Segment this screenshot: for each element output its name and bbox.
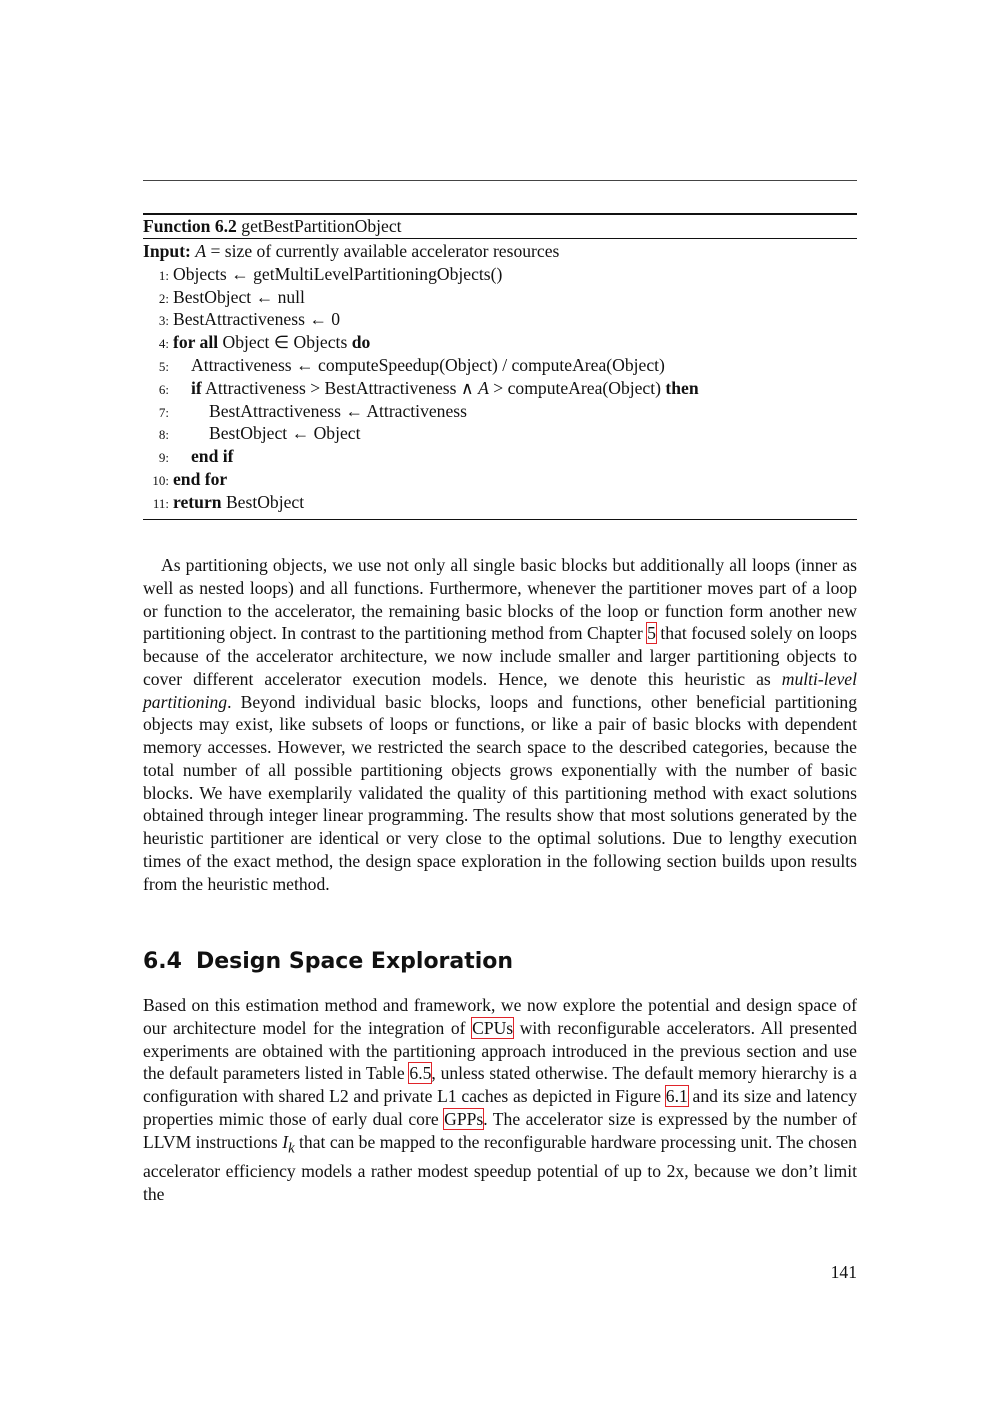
algorithm-caption-label: Function 6.2 bbox=[143, 216, 237, 236]
code-text: BestObject bbox=[221, 491, 305, 512]
code-text: > computeArea(Object) bbox=[488, 377, 666, 398]
algorithm-input-text: = size of currently available accelerator resources bbox=[206, 241, 560, 261]
code-text: BestAttractiveness ← 0 bbox=[173, 309, 341, 330]
gpps-link[interactable]: GPPs bbox=[444, 1108, 484, 1129]
line-number: 4: bbox=[158, 336, 169, 352]
algorithm-line bbox=[143, 308, 857, 331]
code-text: BestObject ← null bbox=[173, 286, 305, 307]
algorithm-line bbox=[143, 354, 857, 377]
algorithm-line bbox=[143, 491, 857, 514]
multi-level-partitioning-term: multi-level partitioning bbox=[143, 668, 857, 712]
algorithm-lines bbox=[143, 263, 857, 514]
code-text: Attractiveness > BestAttractiveness ∧ bbox=[201, 377, 479, 398]
section-title: Design Space Exploration bbox=[195, 949, 514, 974]
line-code bbox=[173, 355, 665, 375]
line-number: 9: bbox=[158, 450, 169, 466]
paragraph2-text-2: with reconfigurable accelerators. All presented experiments are obtained with the partitioning approach introduced in the previous section and use the default parameters listed in Table bbox=[143, 1017, 857, 1084]
algorithm-input-label: Input: bbox=[143, 241, 191, 261]
paragraph1-text-3: . Beyond individual basic blocks, loops and functions, other beneficial partitioning objects may exist, like subsets of loops or functions, or like a pair of basic blocks with dependent memory accesses. However, we restricted the search space to the described categories, because the total number of all possible partitioning objects grows exponentially with the number of basic blocks. We have exemplarily validated the quality of this partitioning method with exact solutions obtained through integer linear programming. The results show that most solutions generated by the heuristic partitioner are identical or very close to the optimal solutions. Due to lengthy execution times of the exact method, the design space exploration in the following section builds upon results from the heuristic method. bbox=[143, 691, 857, 894]
line-code bbox=[173, 401, 467, 421]
code-text: BestAttractiveness ← Attractiveness bbox=[209, 400, 467, 421]
algorithm-line bbox=[143, 445, 857, 468]
section-heading bbox=[143, 945, 513, 979]
paragraph2-text-4: and its size and latency properties mimic those of early dual core bbox=[143, 1086, 857, 1129]
keyword: for all bbox=[173, 332, 219, 353]
code-text: A bbox=[478, 377, 489, 398]
line-number: 10: bbox=[152, 472, 169, 488]
paragraph2-text-5: . The accelerator size is expressed by the number of LLVM instructions bbox=[143, 1108, 857, 1152]
paragraph-partitioning-objects bbox=[143, 554, 857, 895]
algorithm-input-line bbox=[143, 240, 857, 263]
code-text: BestObject ← Object bbox=[209, 423, 361, 444]
code-text: Object ∈ Objects bbox=[218, 332, 352, 353]
code-text: Attractiveness ← computeSpeedup(Object) / computeArea(Object) bbox=[191, 354, 665, 375]
keyword: if bbox=[191, 377, 202, 398]
algorithm-input-var: A bbox=[195, 241, 207, 261]
line-number: 3: bbox=[158, 313, 169, 329]
line-code bbox=[173, 332, 370, 352]
math-ik bbox=[282, 1131, 295, 1157]
line-number: 6: bbox=[158, 381, 169, 397]
line-number: 5: bbox=[158, 358, 169, 374]
keyword: end for bbox=[173, 468, 228, 489]
line-code bbox=[173, 264, 502, 284]
table-link[interactable]: 6.5 bbox=[409, 1063, 432, 1084]
line-code bbox=[173, 378, 699, 398]
algorithm-line bbox=[143, 400, 857, 423]
line-number: 7: bbox=[158, 404, 169, 420]
paragraph2-text-1: Based on this estimation method and framework, we now explore the potential and design space of our architecture model for the integration of bbox=[143, 995, 857, 1038]
algorithm-line bbox=[143, 286, 857, 309]
algorithm-box bbox=[143, 213, 857, 520]
paragraph1-text-2: that focused solely on loops because of the accelerator architecture, we now include smaller and larger partitioning objects to cover different accelerator execution models. Hence, we denote this heuristic as bbox=[143, 623, 857, 689]
algorithm-line bbox=[143, 468, 857, 491]
page-number: 141 bbox=[830, 1262, 857, 1282]
algorithm-caption-rule bbox=[143, 238, 857, 239]
line-code bbox=[173, 309, 340, 329]
line-code bbox=[173, 446, 234, 466]
code-text: Objects ← getMultiLevelPartitioningObjects() bbox=[173, 263, 503, 284]
paragraph1-text-1: As partitioning objects, we use not only all single basic blocks but additionally all loops (inner as well as nested loops) and all functions. Furthermore, whenever the partitioner moves part of a loop or function to the accelerator, the remaining basic blocks of the loop or function form another new partitioning object. In contrast to the partitioning method from Chapter bbox=[143, 555, 857, 644]
line-code bbox=[173, 492, 304, 512]
algorithm-caption bbox=[143, 215, 857, 238]
line-number: 2: bbox=[158, 290, 169, 306]
algorithm-line bbox=[143, 263, 857, 286]
algorithm-bottom-rule bbox=[143, 519, 857, 521]
cpus-link[interactable]: CPUs bbox=[472, 1017, 514, 1038]
line-code bbox=[173, 469, 227, 489]
line-code bbox=[173, 423, 360, 443]
keyword: do bbox=[351, 332, 371, 353]
math-i: I bbox=[282, 1131, 289, 1152]
line-number: 1: bbox=[158, 267, 169, 283]
keyword: end if bbox=[191, 446, 234, 467]
figure-link[interactable]: 6.1 bbox=[665, 1086, 688, 1106]
page bbox=[143, 0, 857, 1414]
paragraph-design-space bbox=[143, 994, 857, 1205]
keyword: return bbox=[173, 491, 222, 512]
header-rule bbox=[143, 180, 857, 181]
algorithm-line bbox=[143, 422, 857, 445]
math-k: k bbox=[288, 1140, 295, 1157]
line-number: 8: bbox=[158, 427, 169, 443]
line-code bbox=[173, 287, 305, 307]
line-number: 11: bbox=[152, 495, 169, 511]
algorithm-line bbox=[143, 331, 857, 354]
chapter-link[interactable]: 5 bbox=[647, 623, 656, 644]
keyword: then bbox=[665, 377, 699, 398]
algorithm-line bbox=[143, 377, 857, 400]
paragraph2-text-3: , unless stated otherwise. The default memory hierarchy is a configuration with shared L2 and private L1 caches as depicted in Figure bbox=[143, 1063, 857, 1106]
algorithm-caption-name: getBestPartitionObject bbox=[241, 216, 402, 236]
section-number: 6.4 bbox=[143, 949, 182, 974]
paragraph2-text-6: that can be mapped to the reconfigurable hardware processing unit. The chosen accelerator efficiency models a rather modest speedup potential of up to 2x, because we don’t limit the bbox=[143, 1131, 857, 1204]
